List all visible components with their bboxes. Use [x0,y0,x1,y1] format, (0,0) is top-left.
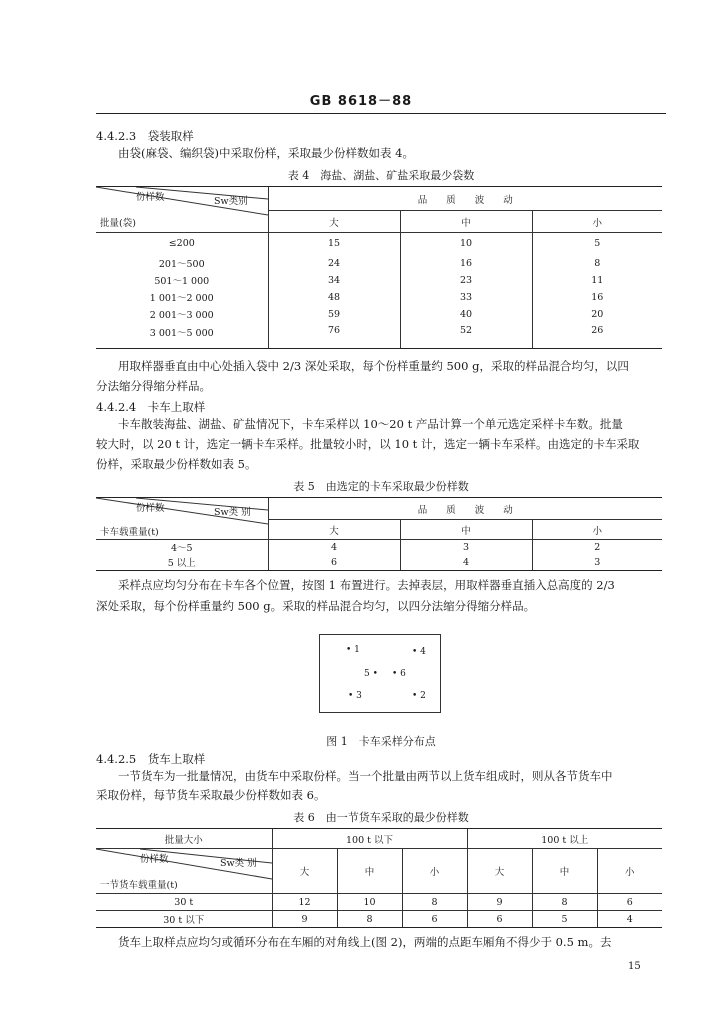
header-rule [96,113,666,114]
table-row [96,540,662,555]
table5-caption: 表 5 由选定的卡车采取最少份样数 [293,480,469,493]
cell: 20 [532,306,662,323]
cell: 3 [532,555,662,571]
cell: 52 [400,323,532,349]
corner-label-samples: 份样数 [136,192,165,203]
paragraph: 用取样器垂直由中心处插入袋中 2/3 深处采取，每个份样重量约 500 g，采取的样品混合均匀，以四 [118,359,629,373]
col-header: 中 [337,849,402,894]
table-6 [96,828,662,928]
table-row [96,255,662,272]
row-label: 30 t [96,894,272,911]
corner-label-sw: Sw类 别 [214,507,251,518]
sample-point-6: • 6 [392,669,406,679]
row-label: 201～500 [158,259,205,270]
row-label: 3 001～5 000 [96,323,268,349]
row-label: 30 t 以下 [96,911,272,928]
col-header: 中 [400,211,532,233]
cell: 8 [532,894,597,911]
paragraph: 分法缩分得缩分样品。 [96,379,211,393]
table6-caption: 表 6 由一节货车采取的最少份样数 [293,811,469,824]
row-label: 2 001～3 000 [149,310,214,321]
paragraph: 份样，采取最少份样数如表 5。 [96,457,257,471]
cell: 8 [532,255,662,272]
cell: 11 [532,272,662,289]
col-header: 小 [532,520,662,540]
col-header: 大 [467,849,532,894]
cell: 59 [268,306,400,323]
sample-point-3: • 3 [348,691,362,701]
col-header: 大 [268,211,400,233]
cell: 6 [268,555,400,571]
table6-group-over-100t: 100 t 以上 [467,829,662,849]
table-row [96,289,662,306]
table6-batch-size-header: 批量大小 [96,829,272,849]
row-label: 501～1 000 [154,276,210,287]
table-row [96,894,662,911]
corner-label-sw: Sw类别 [214,196,248,207]
row-label: 1 001～2 000 [149,293,214,304]
col-header: 小 [402,849,467,894]
figure-1-caption: 图 1 卡车采样分布点 [326,735,436,748]
cell: 10 [337,894,402,911]
cell: 26 [532,323,662,349]
cell: 2 [532,540,662,555]
corner-label-samples: 份样数 [136,503,165,514]
section-title-wagon-sampling: 4.4.2.5 货车上取样 [96,752,206,766]
corner-label-load: 卡车载重量(t) [100,527,159,538]
cell: 5 [532,233,662,255]
paragraph: 较大时，以 20 t 计，选定一辆卡车采样。批量较小时，以 10 t 计，选定一辆卡车采样。由选定的卡车采取 [96,437,640,451]
table4-corner [96,187,268,233]
sample-point-2: • 2 [412,691,426,701]
cell: 5 [532,911,597,928]
cell: 9 [272,911,337,928]
cell: 16 [400,255,532,272]
paragraph: 货车上取样点应均匀或循环分布在车厢的对角线上(图 2)，两端的点距车厢角不得少于 0.5 m。去 [118,935,612,949]
table-row [96,323,662,349]
cell: 6 [597,894,662,911]
cell: 6 [467,911,532,928]
cell: 4 [268,540,400,555]
cell: 34 [268,272,400,289]
paragraph: 深处采取，每个份样重量约 500 g。采取的样品混合均匀，以四分法缩分得缩分样品。 [96,599,536,613]
paragraph: 采样点应均匀分布在卡车各个位置，按图 1 布置进行。去掉表层，用取样器垂直插入总高度的 2/3 [118,578,615,592]
section-title-bag-sampling: 4.4.2.3 袋装取样 [96,129,194,143]
section-title-truck-sampling: 4.4.2.4 卡车上取样 [96,400,206,414]
row-label: 4～5 [170,543,193,555]
paragraph: 卡车散装海盐、湖盐、矿盐情况下，卡车采样以 10～20 t 产品计算一个单元选定采样卡车数。批量 [118,417,623,431]
table-row [96,233,662,255]
table4-group-header: 品 质 波 动 [268,187,662,211]
col-header: 大 [268,520,400,540]
cell: 40 [400,306,532,323]
table4-caption: 表 4 海盐、湖盐、矿盐采取最少袋数 [287,169,475,182]
table-row [96,911,662,928]
table6-corner [96,849,272,894]
table6-group-under-100t: 100 t 以下 [272,829,467,849]
row-label: 5 以上 [96,555,268,571]
section-intro: 由袋(麻袋、编织袋)中采取份样，采取最少份样数如表 4。 [118,146,414,160]
cell: 24 [268,255,400,272]
cell: 8 [337,911,402,928]
cell: 8 [402,894,467,911]
cell: 48 [268,289,400,306]
corner-label-samples: 份样数 [140,854,169,865]
col-header: 小 [532,211,662,233]
col-header: 小 [597,849,662,894]
cell: 6 [402,911,467,928]
sample-point-4: • 4 [412,647,426,657]
cell: 4 [400,555,532,571]
cell: 76 [268,323,400,349]
col-header: 中 [400,520,532,540]
cell: 12 [272,894,337,911]
corner-label-batch: 批量(袋) [100,218,136,229]
sample-point-5: 5 • [364,669,378,679]
cell: 3 [400,540,532,555]
page-number: 15 [628,961,641,972]
col-header: 中 [532,849,597,894]
sample-point-1: • 1 [346,645,360,655]
cell: 10 [400,233,532,255]
cell: 16 [532,289,662,306]
standard-header: GB 8618－88 [309,94,413,109]
figure-1-truck-diagram [319,634,441,713]
row-label: ≤200 [168,238,195,250]
table-4 [96,186,662,349]
table-row [96,272,662,289]
paragraph: 一节货车为一批量情况，由货车中采取份样。当一个批量由两节以上货车组成时，则从各节货车中 [118,769,613,783]
col-header: 大 [272,849,337,894]
table-5 [96,497,662,571]
table5-corner [96,498,268,540]
table5-group-header: 品 质 波 动 [268,498,662,520]
paragraph: 采取份样，每节货车采取最少份样数如表 6。 [96,788,326,802]
table-row [96,306,662,323]
cell: 9 [467,894,532,911]
corner-label-sw: Sw类 别 [220,858,257,869]
cell: 23 [400,272,532,289]
corner-label-wagon-load: 一节货车载重量(t) [100,880,178,891]
table-row [96,555,662,571]
cell: 15 [268,233,400,255]
cell: 33 [400,289,532,306]
cell: 4 [597,911,662,928]
